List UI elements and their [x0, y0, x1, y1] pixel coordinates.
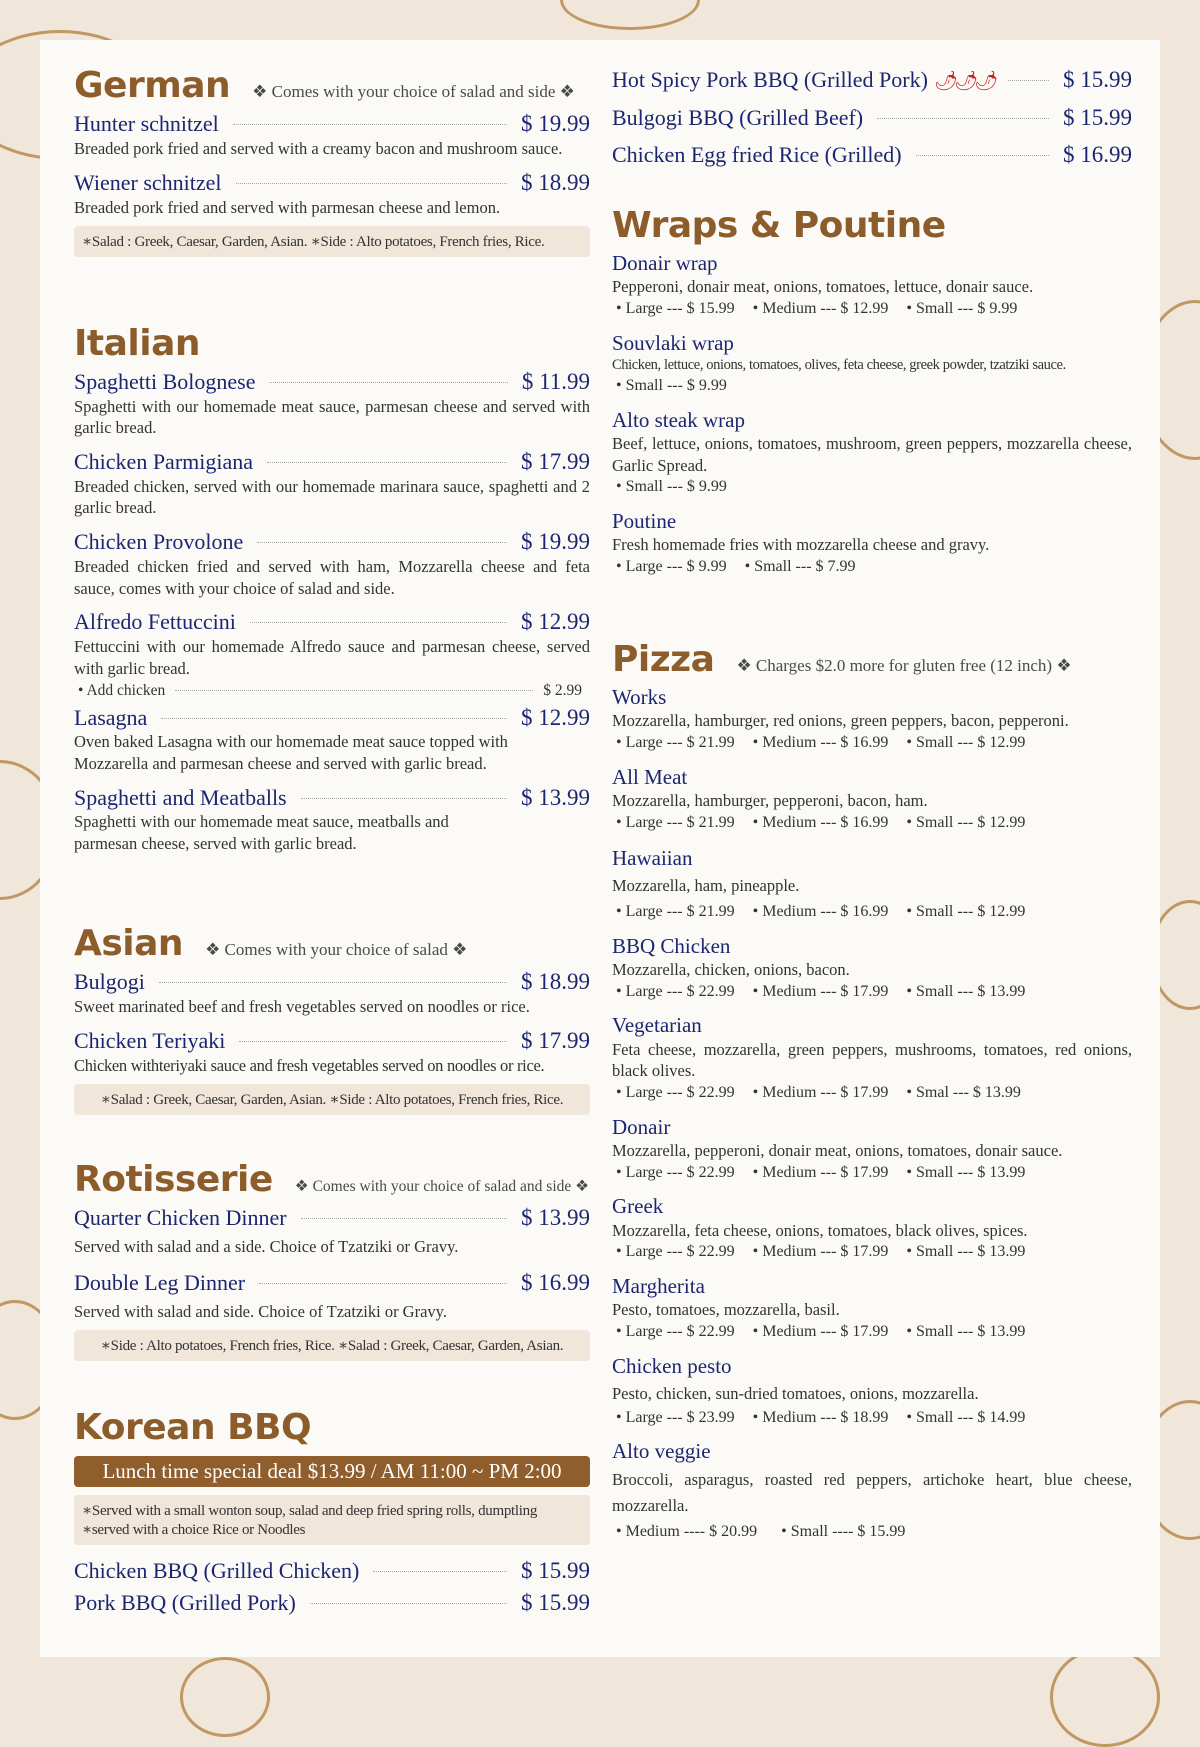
size-price: • Large --- $ 15.99	[616, 300, 735, 318]
item-name: Alto steak wrap	[612, 407, 745, 432]
item-name: Spaghetti Bolognese	[74, 369, 256, 394]
item-desc: Mozzarella, feta cheese, onions, tomatoes, black olives, spices.	[612, 1220, 1028, 1240]
item-desc: Pepperoni, donair meat, onions, tomatoes, lettuce, donair sauce.	[612, 277, 1034, 297]
section-title: Pizza	[612, 639, 715, 680]
menu-item	[612, 407, 1132, 498]
size-prices	[612, 298, 1132, 320]
item-name: Souvlaki wrap	[612, 330, 734, 355]
menu-item	[74, 1589, 590, 1617]
pizza-item	[612, 1353, 1132, 1429]
leader-dots	[161, 718, 507, 719]
pizza-item	[612, 1114, 1132, 1184]
leader-dots	[1008, 80, 1049, 81]
size-prices	[612, 1521, 1132, 1543]
pizza-item	[612, 1012, 1132, 1103]
size-price: • Small --- $ 13.99	[906, 1163, 1026, 1181]
item-name: Donair	[612, 1114, 671, 1139]
size-prices	[612, 901, 1132, 923]
chili-pepper-icon: 🌶🌶🌶	[933, 71, 995, 92]
menu-item	[74, 368, 590, 439]
size-prices	[612, 812, 1132, 834]
note-line: ∗Served with a small wonton soup, salad and deep fried spring rolls, dumptling	[82, 1503, 538, 1519]
item-name: Chicken BBQ (Grilled Chicken)	[74, 1558, 360, 1583]
size-prices	[612, 1241, 1132, 1263]
options-note: ∗Salad : Greek, Caesar, Garden, Asian. ∗Side : Alto potatoes, French fries, Rice.	[74, 1084, 590, 1115]
menu-item	[612, 330, 1132, 397]
size-price: • Small --- $ 9.99	[616, 478, 727, 496]
item-desc: Spaghetti with our homemade meat sauce, meatballs and parmesan cheese, served with garlic bread.	[74, 812, 449, 853]
item-price: $ 17.99	[521, 449, 590, 475]
item-name: Chicken Parmigiana	[74, 449, 254, 475]
item-desc: Mozzarella, pepperoni, donair meat, onions, tomatoes, donair sauce.	[612, 1141, 1063, 1161]
lunch-deal-banner: Lunch time special deal $13.99 / AM 11:00 ~ PM 2:00	[74, 1456, 590, 1487]
item-name: All Meat	[612, 764, 688, 789]
section-title: Wraps & Poutine	[612, 205, 946, 246]
size-price: • Large --- $ 22.99	[616, 1163, 735, 1181]
pizza-item	[612, 1438, 1132, 1543]
item-desc: Served with salad and side. Choice of Tzatziki or Gravy.	[74, 1301, 447, 1321]
size-price: • Large --- $ 22.99	[616, 982, 735, 1000]
size-price: • Medium --- $ 16.99	[752, 813, 889, 831]
pizza-item	[612, 684, 1132, 754]
size-prices	[612, 732, 1132, 754]
pizza-item	[612, 1273, 1132, 1343]
pizza-item	[612, 764, 1132, 834]
pizza-item	[612, 933, 1132, 1003]
size-price: • Medium --- $ 16.99	[752, 903, 889, 921]
item-name: Hawaiian	[612, 846, 693, 871]
size-prices	[612, 556, 1132, 578]
size-price: • Small --- $ 12.99	[906, 903, 1026, 921]
decorative-sketch-garlic	[180, 1657, 270, 1737]
menu-item	[74, 448, 590, 519]
size-price: • Small --- $ 9.99	[906, 300, 1018, 318]
size-price: • Small --- $ 13.99	[906, 1323, 1026, 1341]
item-name: Bulgogi	[74, 969, 145, 994]
size-price: • Large --- $ 22.99	[616, 1243, 735, 1261]
item-desc: Pesto, chicken, sun-dried tomatoes, onions, mozzarella.	[612, 1383, 979, 1403]
item-name: Wiener schnitzel	[74, 170, 222, 196]
leader-dots	[301, 798, 507, 799]
item-name: Margherita	[612, 1274, 705, 1299]
item-name: Chicken Provolone	[74, 529, 244, 555]
section-asian	[74, 923, 590, 1115]
menu-panel	[40, 40, 1160, 1657]
options-note: ∗Side : Alto potatoes, French fries, Rice. ∗Salad : Greek, Caesar, Garden, Asian.	[74, 1330, 590, 1361]
item-name: Alfredo Fettuccini	[74, 609, 236, 635]
item-price: $ 15.99	[521, 1558, 590, 1583]
size-price: • Medium --- $ 17.99	[752, 1243, 889, 1261]
item-desc: Feta cheese, mozzarella, green peppers, mushrooms, tomatoes, red onions, black olives.	[612, 1039, 1132, 1081]
item-name: Quarter Chicken Dinner	[74, 1205, 287, 1230]
item-desc: Chicken, lettuce, onions, tomatoes, olives, feta cheese, greek powder, tzatziki sauce.	[612, 356, 1066, 373]
size-price: • Large --- $ 21.99	[616, 813, 735, 831]
item-desc: Breaded pork fried and served with parmesan cheese and lemon.	[74, 197, 501, 217]
section-korean-bbq-continued	[612, 66, 1132, 169]
item-price: $ 18.99	[521, 969, 590, 994]
size-prices	[612, 375, 1132, 397]
menu-item	[74, 1027, 590, 1076]
size-price: • Medium --- $ 17.99	[752, 1084, 889, 1102]
item-desc: Breaded chicken fried and served with ham, Mozzarella cheese and feta sauce, comes with your choice of salad and side.	[74, 556, 590, 598]
item-name: Poutine	[612, 508, 677, 533]
decorative-sketch-garlic	[1050, 1647, 1160, 1747]
section-wraps-poutine	[612, 205, 1132, 578]
item-name: BBQ Chicken	[612, 933, 731, 958]
size-price: • Medium --- $ 17.99	[752, 1163, 889, 1181]
size-price: • Small --- $ 12.99	[906, 813, 1026, 831]
leader-dots	[250, 622, 507, 623]
item-desc: Mozzarella, chicken, onions, bacon.	[612, 960, 850, 980]
section-korean-bbq	[74, 1407, 590, 1616]
size-prices	[612, 1162, 1132, 1184]
item-price: $ 15.99	[521, 1589, 590, 1615]
addon-price: $ 2.99	[543, 681, 582, 699]
addon-row	[74, 682, 590, 700]
item-name: Double Leg Dinner	[74, 1270, 246, 1296]
menu-item	[74, 110, 590, 159]
size-price: • Medium --- $ 18.99	[752, 1408, 889, 1426]
item-desc: Mozzarella, ham, pineapple.	[612, 876, 800, 896]
menu-item	[74, 704, 590, 775]
menu-item	[74, 608, 590, 699]
leader-dots	[159, 982, 507, 983]
options-note: ∗Salad : Greek, Caesar, Garden, Asian. ∗Side : Alto potatoes, French fries, Rice.	[74, 226, 590, 257]
size-price: • Small ---- $ 15.99	[781, 1523, 906, 1541]
item-price: $ 12.99	[521, 609, 590, 635]
size-price: • Medium --- $ 17.99	[752, 1323, 889, 1341]
item-price: $ 13.99	[521, 784, 590, 810]
menu-item	[612, 141, 1132, 169]
pizza-item	[612, 845, 1132, 923]
leader-dots	[301, 1218, 507, 1219]
item-name: Greek	[612, 1194, 664, 1219]
leader-dots	[257, 542, 507, 543]
item-desc: Fettuccini with our homemade Alfredo sauce and parmesan cheese, served with garlic bread.	[74, 636, 590, 678]
item-name: Chicken Teriyaki	[74, 1028, 226, 1054]
leader-dots	[267, 462, 507, 463]
item-name: Chicken pesto	[612, 1353, 732, 1378]
item-name: Alto veggie	[612, 1439, 711, 1464]
section-italian	[74, 323, 590, 855]
item-name: Hunter schnitzel	[74, 111, 219, 136]
leader-dots	[269, 382, 507, 383]
leader-dots	[233, 124, 507, 125]
size-prices	[612, 1082, 1132, 1104]
section-pizza	[612, 639, 1132, 1543]
size-price: • Small --- $ 7.99	[744, 557, 856, 575]
size-price: • Small --- $ 14.99	[906, 1408, 1026, 1426]
size-prices	[612, 981, 1132, 1003]
item-price: $ 15.99	[1063, 104, 1132, 130]
leader-dots	[310, 1603, 507, 1604]
size-prices	[612, 1407, 1132, 1429]
section-title: Asian	[74, 923, 184, 964]
addon-label: • Add chicken	[78, 681, 166, 699]
size-price: • Large --- $ 22.99	[616, 1084, 735, 1102]
menu-item	[74, 1269, 590, 1322]
item-desc: Served with salad and a side. Choice of Tzatziki or Gravy.	[74, 1236, 459, 1256]
section-german	[74, 65, 590, 257]
size-price: • Small --- $ 12.99	[906, 734, 1026, 752]
leader-dots	[259, 1283, 507, 1284]
menu-item	[612, 508, 1132, 578]
size-prices	[612, 1321, 1132, 1343]
item-price: $ 19.99	[521, 529, 590, 555]
leader-dots	[236, 183, 507, 184]
leader-dots	[239, 1041, 507, 1042]
section-note: ❖ Comes with your choice of salad ❖	[205, 940, 468, 959]
item-name: Works	[612, 685, 667, 709]
section-title: German	[74, 65, 231, 106]
item-name: Spaghetti and Meatballs	[74, 784, 287, 810]
section-note: ❖ Charges $2.0 more for gluten free (12 inch) ❖	[736, 656, 1072, 675]
item-price: $ 15.99	[1063, 67, 1132, 92]
leader-dots	[175, 690, 533, 691]
size-price: • Large --- $ 21.99	[616, 903, 735, 921]
menu-item	[74, 528, 590, 599]
item-desc: Pesto, tomatoes, mozzarella, basil.	[612, 1300, 840, 1320]
item-name: Vegetarian	[612, 1013, 702, 1038]
size-price: • Large --- $ 23.99	[616, 1408, 735, 1426]
menu-item	[612, 104, 1132, 132]
item-price: $ 13.99	[521, 1205, 590, 1230]
size-price: • Medium --- $ 17.99	[752, 982, 889, 1000]
item-name: Bulgogi BBQ (Grilled Beef)	[612, 104, 864, 130]
section-title: Rotisserie	[74, 1159, 273, 1200]
item-name: Donair wrap	[612, 251, 718, 275]
korean-bbq-note	[74, 1495, 590, 1545]
item-desc: Oven baked Lasagna with our homemade meat sauce topped with Mozzarella and parmesan cheese and served with garlic bread.	[74, 732, 508, 773]
size-price: • Medium ---- $ 20.99	[616, 1523, 758, 1541]
menu-item	[74, 968, 590, 1017]
item-name: Pork BBQ (Grilled Pork)	[74, 1589, 296, 1615]
item-desc: Mozzarella, hamburger, red onions, green peppers, bacon, pepperoni.	[612, 711, 1069, 731]
item-desc: Breaded pork fried and served with a creamy bacon and mushroom sauce.	[74, 138, 563, 158]
size-price: • Smal --- $ 13.99	[906, 1084, 1021, 1102]
item-price: $ 18.99	[521, 170, 590, 196]
leader-dots	[877, 118, 1049, 119]
pizza-item	[612, 1193, 1132, 1263]
item-name: Hot Spicy Pork BBQ (Grilled Pork)	[612, 67, 928, 92]
item-desc: Mozzarella, hamburger, pepperoni, bacon, ham.	[612, 790, 928, 810]
size-prices	[612, 476, 1132, 498]
leader-dots	[916, 155, 1049, 156]
item-desc: Spaghetti with our homemade meat sauce, parmesan cheese and served with garlic bread.	[74, 396, 590, 438]
item-price: $ 12.99	[521, 704, 590, 730]
section-note: ❖ Comes with your choice of salad and side ❖	[294, 1178, 590, 1195]
size-price: • Medium --- $ 12.99	[752, 300, 889, 318]
item-price: $ 11.99	[521, 369, 590, 394]
size-price: • Small --- $ 13.99	[906, 1243, 1026, 1261]
item-price: $ 16.99	[521, 1270, 590, 1296]
item-price: $ 19.99	[521, 111, 590, 136]
item-desc: Broccoli, asparagus, roasted red peppers, artichoke heart, blue cheese, mozzarella.	[612, 1469, 1132, 1515]
item-desc: Breaded chicken, served with our homemade marinara sauce, spaghetti and 2 garlic bread.	[74, 476, 590, 518]
leader-dots	[373, 1571, 507, 1572]
item-price: $ 16.99	[1063, 142, 1132, 168]
menu-item	[74, 1557, 590, 1585]
size-price: • Small --- $ 13.99	[906, 982, 1026, 1000]
decorative-sketch-herb	[560, 0, 700, 30]
section-title: Korean BBQ	[74, 1407, 312, 1448]
item-desc: Beef, lettuce, onions, tomatoes, mushroom, green peppers, mozzarella cheese, Garlic Spread.	[612, 433, 1132, 475]
size-price: • Large --- $ 21.99	[616, 734, 735, 752]
item-desc: Sweet marinated beef and fresh vegetables served on noodles or rice.	[74, 996, 530, 1016]
menu-item	[74, 784, 590, 855]
item-price: $ 17.99	[521, 1028, 590, 1054]
item-desc: Chicken withteriyaki sauce and fresh vegetables served on noodles or rice.	[74, 1055, 545, 1075]
section-rotisserie	[74, 1159, 590, 1361]
menu-item	[74, 1204, 590, 1257]
item-desc: Fresh homemade fries with mozzarella cheese and gravy.	[612, 535, 990, 555]
item-name: Chicken Egg fried Rice (Grilled)	[612, 142, 902, 168]
size-price: • Large --- $ 22.99	[616, 1323, 735, 1341]
section-title: Italian	[74, 323, 200, 364]
item-name: Lasagna	[74, 704, 148, 730]
menu-item	[74, 169, 590, 218]
size-price: • Large --- $ 9.99	[616, 557, 727, 575]
menu-item	[612, 66, 1132, 94]
note-line: ∗served with a choice Rice or Noodles	[82, 1522, 306, 1538]
section-note: ❖ Comes with your choice of salad and side ❖	[252, 82, 575, 101]
menu-item	[612, 250, 1132, 320]
size-price: • Medium --- $ 16.99	[752, 734, 889, 752]
size-price: • Small --- $ 9.99	[616, 376, 727, 394]
